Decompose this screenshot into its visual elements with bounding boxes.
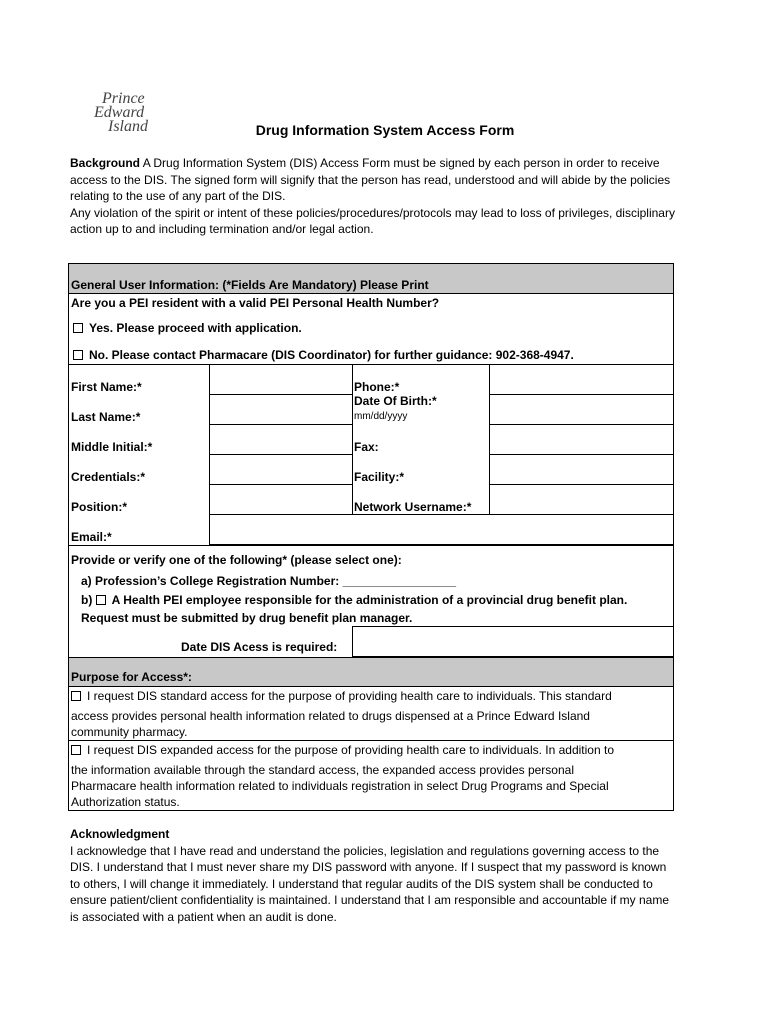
plan-manager-note: Request must be submitted by drug benefit plan manager. bbox=[81, 611, 413, 625]
health-pei-option[interactable] bbox=[81, 593, 627, 607]
network-username-field[interactable] bbox=[489, 484, 674, 515]
phone-field[interactable] bbox=[489, 364, 674, 395]
expanded-access-line-4: Authorization status. bbox=[71, 795, 180, 809]
option-yes[interactable] bbox=[73, 321, 302, 335]
expanded-access-line-2: the information available through the standard access, the expanded access provides personal bbox=[71, 763, 574, 777]
option-no[interactable] bbox=[73, 348, 574, 362]
yes-label: Yes. Please proceed with application. bbox=[89, 321, 302, 335]
no-checkbox[interactable] bbox=[73, 350, 83, 360]
email-field[interactable] bbox=[209, 514, 674, 545]
background-paragraph bbox=[70, 155, 690, 238]
fax-field[interactable] bbox=[489, 424, 674, 455]
expanded-access-option[interactable] bbox=[71, 743, 614, 757]
date-required-label: Date DIS Acess is required: bbox=[181, 640, 338, 654]
logo-line-1: Prince bbox=[102, 90, 145, 107]
provide-header: Provide or verify one of the following* (please select one): bbox=[71, 553, 402, 567]
position-field[interactable] bbox=[209, 484, 353, 515]
position-label: Position:* bbox=[71, 500, 127, 514]
expanded-access-checkbox[interactable] bbox=[71, 745, 81, 755]
dob-field[interactable] bbox=[489, 394, 674, 425]
expanded-access-line-1: I request DIS expanded access for the purpose of providing health care to individuals. In addition to bbox=[87, 743, 614, 757]
option-b-prefix: b) bbox=[81, 593, 96, 607]
dob-label: Date Of Birth:* bbox=[354, 394, 437, 408]
dob-hint: mm/dd/yyyy bbox=[354, 411, 408, 422]
standard-access-line-1: I request DIS standard access for the purpose of providing health care to individuals. This standard bbox=[87, 689, 612, 703]
expanded-access-line-3: Pharmacare health information related to individuals registration in select Drug Programs and Special bbox=[71, 779, 609, 793]
logo-line-2: Edward bbox=[94, 104, 145, 121]
acknowledgment-text: I acknowledge that I have read and understand the policies, legislation and regulations governing access to the DIS. I understand that I must never share my DIS password with anyone. If I suspect that my password is known to others, I will change it immediately. I understand that regular audits of the DIS system shall be conducted to ensure patient/client confidentiality is maintained. I understand that I am responsible and accountable if my name is associated with a patient when an audit is done. bbox=[70, 843, 670, 924]
access-form bbox=[68, 263, 674, 811]
resident-question: Are you a PEI resident with a valid PEI Personal Health Number? bbox=[71, 296, 440, 310]
health-pei-checkbox[interactable] bbox=[96, 595, 106, 605]
first-name-label: First Name:* bbox=[71, 380, 142, 394]
purpose-header: Purpose for Access*: bbox=[71, 670, 192, 684]
facility-label: Facility:* bbox=[354, 470, 405, 484]
acknowledgment-section bbox=[70, 826, 670, 925]
logo-line-3: Island bbox=[108, 118, 148, 135]
last-name-label: Last Name:* bbox=[71, 410, 141, 424]
last-name-field[interactable] bbox=[209, 394, 353, 425]
phone-label: Phone:* bbox=[354, 380, 400, 394]
standard-access-checkbox[interactable] bbox=[71, 691, 81, 701]
registration-number-option: a) Profession’s College Registration Number: _________________ bbox=[81, 574, 457, 588]
email-label: Email:* bbox=[71, 530, 112, 544]
middle-initial-label: Middle Initial:* bbox=[71, 440, 153, 454]
standard-access-line-3: community pharmacy. bbox=[71, 725, 188, 739]
form-title: Drug Information System Access Form bbox=[255, 122, 515, 138]
violation-text: Any violation of the spirit or intent of these policies/procedures/protocols may lead to loss of privileges, disciplinary action up to and including termination and/or legal action. bbox=[70, 205, 675, 236]
yes-checkbox[interactable] bbox=[73, 323, 83, 333]
network-username-label: Network Username:* bbox=[354, 500, 472, 514]
credentials-label: Credentials:* bbox=[71, 470, 146, 484]
acknowledgment-label: Acknowledgment bbox=[70, 827, 170, 841]
general-info-header: General User Information: (*Fields Are Mandatory) Please Print bbox=[71, 278, 429, 292]
standard-access-option[interactable] bbox=[71, 689, 612, 703]
facility-field[interactable] bbox=[489, 454, 674, 485]
no-label: No. Please contact Pharmacare (DIS Coordinator) for further guidance: 902-368-4947. bbox=[89, 348, 574, 362]
fax-label: Fax: bbox=[354, 440, 379, 454]
background-text: A Drug Information System (DIS) Access Form must be signed by each person in order to receive access to the DIS. The signed form will signify that the person has read, understood and will abide by the policies relating to the use of any part of the DIS. bbox=[70, 156, 671, 203]
date-required-field[interactable] bbox=[352, 626, 674, 657]
health-pei-label: A Health PEI employee responsible for the administration of a provincial drug benefit plan. bbox=[111, 593, 628, 607]
first-name-field[interactable] bbox=[209, 364, 353, 395]
middle-initial-field[interactable] bbox=[209, 424, 353, 455]
credentials-field[interactable] bbox=[209, 454, 353, 485]
standard-access-line-2: access provides personal health information related to drugs dispensed at a Prince Edward Island bbox=[71, 709, 590, 723]
background-label: Background bbox=[70, 156, 141, 170]
